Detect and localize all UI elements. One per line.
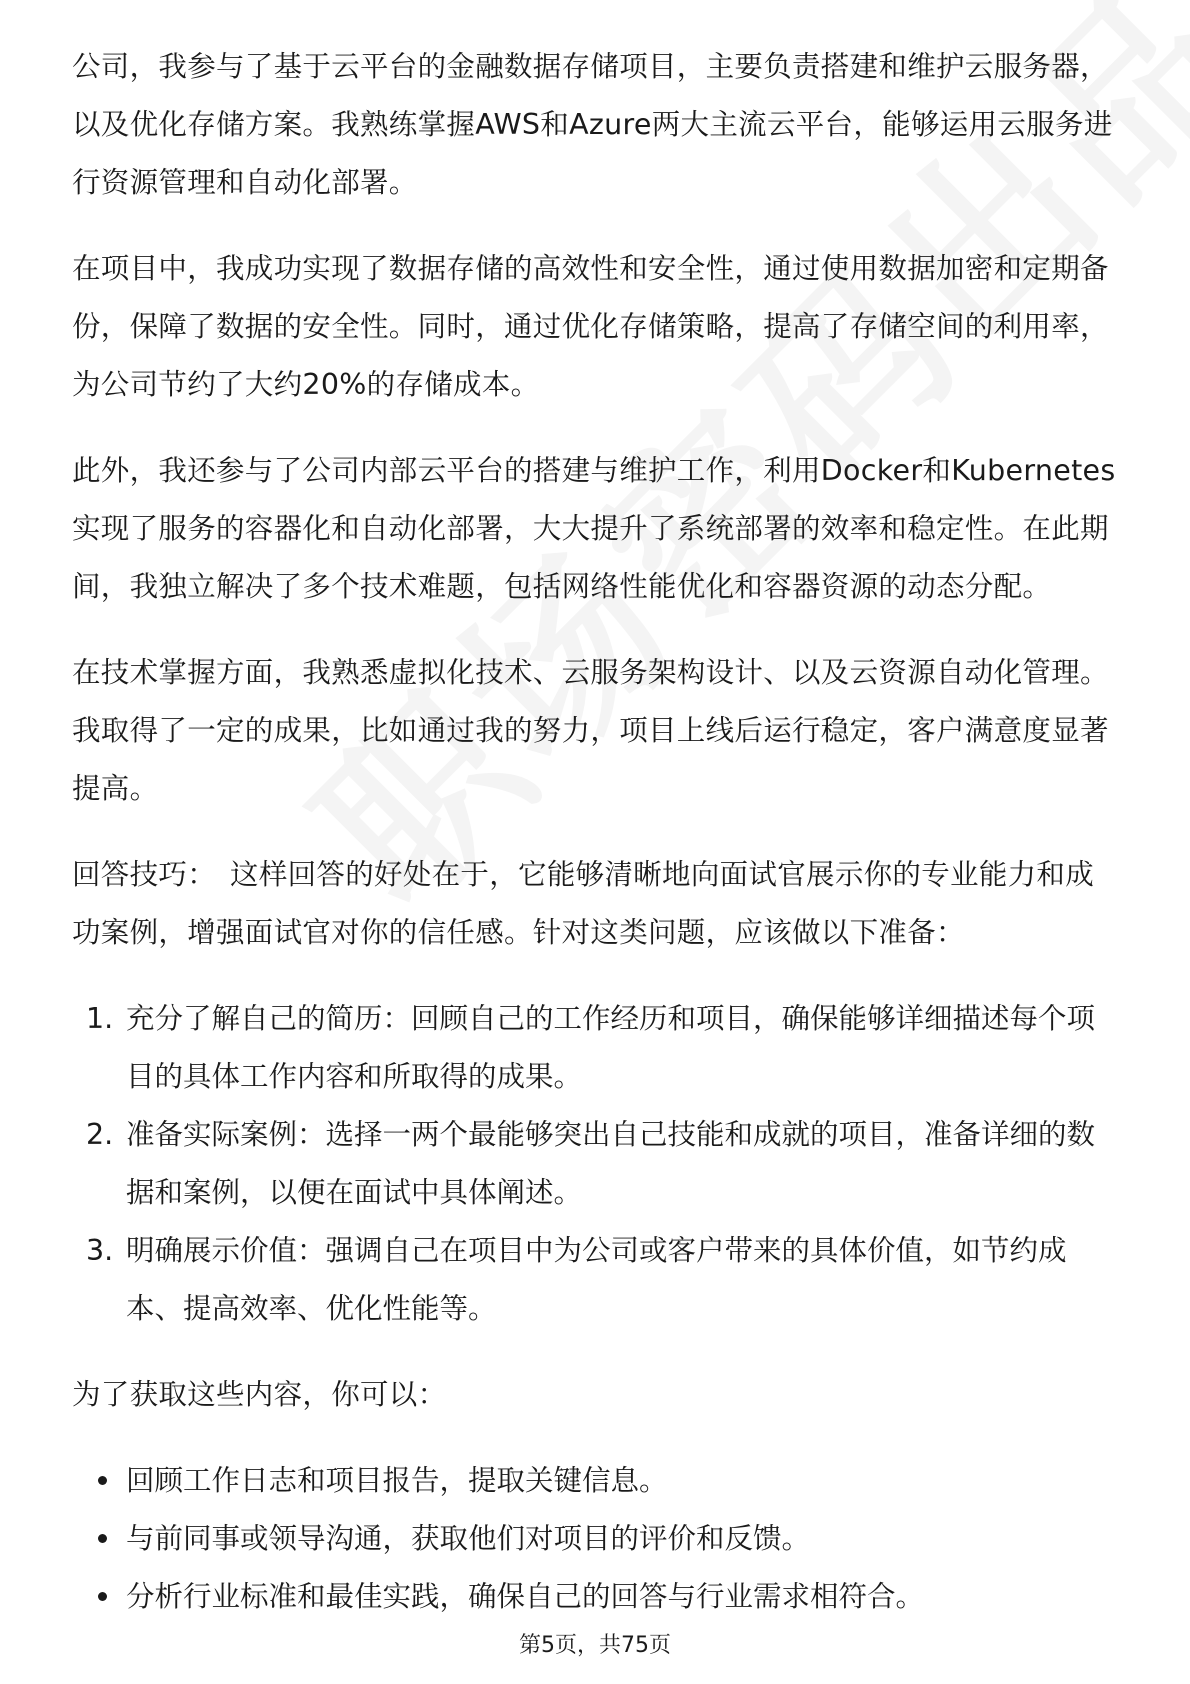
list-item-number: 2. (86, 1118, 114, 1151)
list-item (72, 1568, 1118, 1626)
list-item-text: 与前同事或领导沟通，获取他们对项目的评价和反馈。 (126, 1522, 811, 1555)
list-item (72, 990, 1118, 1106)
paragraph: 在项目中，我成功实现了数据存储的高效性和安全性，通过使用数据加密和定期备份，保障了数据的安全性。同时，通过优化存储策略，提高了存储空间的利用率，为公司节约了大约20%的存储成本。 (72, 252, 1109, 401)
list-item-text: 充分了解自己的简历：回顾自己的工作经历和项目，确保能够详细描述每个项目的具体工作内容和所取得的成果。 (126, 1002, 1096, 1093)
page-number-footer: 第5页，共75页 (519, 1633, 671, 1658)
numbered-list (72, 990, 1118, 1338)
list-item (72, 1452, 1118, 1510)
list-item-number: 3. (86, 1234, 114, 1267)
list-item-number: 1. (86, 1002, 114, 1035)
paragraph: 公司，我参与了基于云平台的金融数据存储项目，主要负责搭建和维护云服务器，以及优化存储方案。我熟练掌握AWS和Azure两大主流云平台，能够运用云服务进行资源管理和自动化部署。 (72, 50, 1113, 199)
list-item-text: 准备实际案例：选择一两个最能够突出自己技能和成就的项目，准备详细的数据和案例，以便在面试中具体阐述。 (126, 1118, 1096, 1209)
bullet-intro: 为了获取这些内容，你可以： (72, 1378, 447, 1411)
paragraph: 此外，我还参与了公司内部云平台的搭建与维护工作，利用Docker和Kubernetes实现了服务的容器化和自动化部署，大大提升了系统部署的效率和稳定性。在此期间，我独立解决了多个技术难题，包括网络性能优化和容器资源的动态分配。 (72, 454, 1116, 603)
bullet-list (72, 1452, 1118, 1626)
bullet-icon (98, 1534, 107, 1543)
list-item (72, 1222, 1118, 1338)
list-item (72, 1510, 1118, 1568)
list-item-text: 明确展示价值：强调自己在项目中为公司或客户带来的具体价值，如节约成本、提高效率、优化性能等。 (126, 1234, 1067, 1325)
answer-tips-paragraph (72, 846, 1118, 962)
list-item-text: 回顾工作日志和项目报告，提取关键信息。 (126, 1464, 668, 1497)
list-item-text: 分析行业标准和最佳实践，确保自己的回答与行业需求相符合。 (126, 1580, 925, 1613)
bullet-icon (98, 1476, 107, 1485)
bullet-icon (98, 1592, 107, 1601)
answer-tips-label: 回答技巧： (72, 858, 217, 891)
list-item (72, 1106, 1118, 1222)
document-body (72, 38, 1118, 1626)
paragraph: 在技术掌握方面，我熟悉虚拟化技术、云服务架构设计、以及云资源自动化管理。我取得了一定的成果，比如通过我的努力，项目上线后运行稳定，客户满意度显著提高。 (72, 656, 1109, 805)
answer-tips-text: 这样回答的好处在于，它能够清晰地向面试官展示你的专业能力和成功案例，增强面试官对你的信任感。针对这类问题，应该做以下准备： (72, 858, 1095, 949)
